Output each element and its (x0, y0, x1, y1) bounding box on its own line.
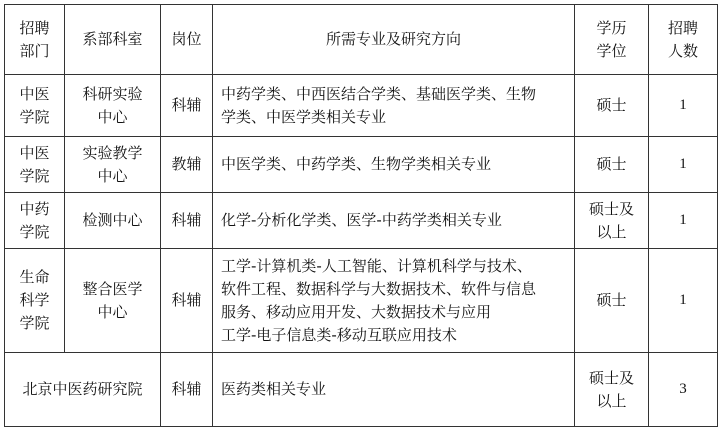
cell-count: 1 (649, 75, 718, 137)
header-degree: 学历 学位 (575, 5, 649, 75)
cell-count: 1 (649, 137, 718, 193)
cell-degree: 硕士 (575, 137, 649, 193)
cell-count: 3 (649, 353, 718, 427)
cell-count: 1 (649, 249, 718, 353)
cell-major: 工学-计算机类-人工智能、计算机科学与技术、 软件工程、数据科学与大数据技术、软件与信息 服务、移动应用开发、大数据技术与应用 工学-电子信息类-移动互联应用技术 (213, 249, 575, 353)
cell-dept: 中医 学院 (5, 137, 65, 193)
cell-post: 教辅 (161, 137, 213, 193)
cell-degree: 硕士及 以上 (575, 353, 649, 427)
cell-office: 实验教学 中心 (65, 137, 161, 193)
cell-degree: 硕士 (575, 75, 649, 137)
cell-degree: 硕士及 以上 (575, 193, 649, 249)
cell-major: 中药学类、中西医结合学类、基础医学类、生物 学类、中医学类相关专业 (213, 75, 575, 137)
header-office: 系部科室 (65, 5, 161, 75)
cell-count: 1 (649, 193, 718, 249)
table-row (5, 75, 718, 137)
cell-degree: 硕士 (575, 249, 649, 353)
table-row (5, 193, 718, 249)
cell-major: 化学-分析化学类、医学-中药学类相关专业 (213, 193, 575, 249)
table-row (5, 137, 718, 193)
header-count: 招聘 人数 (649, 5, 718, 75)
cell-dept: 中医 学院 (5, 75, 65, 137)
recruitment-table (4, 4, 718, 427)
cell-major: 中医学类、中药学类、生物学类相关专业 (213, 137, 575, 193)
cell-post: 科辅 (161, 193, 213, 249)
cell-office: 科研实验 中心 (65, 75, 161, 137)
header-dept: 招聘 部门 (5, 5, 65, 75)
cell-dept: 生命 科学 学院 (5, 249, 65, 353)
cell-post: 科辅 (161, 75, 213, 137)
table-row (5, 353, 718, 427)
cell-post: 科辅 (161, 249, 213, 353)
header-row (5, 5, 718, 75)
header-post: 岗位 (161, 5, 213, 75)
cell-post: 科辅 (161, 353, 213, 427)
cell-dept-office: 北京中医药研究院 (5, 353, 161, 427)
table-row (5, 249, 718, 353)
cell-dept: 中药 学院 (5, 193, 65, 249)
cell-major: 医药类相关专业 (213, 353, 575, 427)
cell-office: 整合医学 中心 (65, 249, 161, 353)
header-major: 所需专业及研究方向 (213, 5, 575, 75)
cell-office: 检测中心 (65, 193, 161, 249)
